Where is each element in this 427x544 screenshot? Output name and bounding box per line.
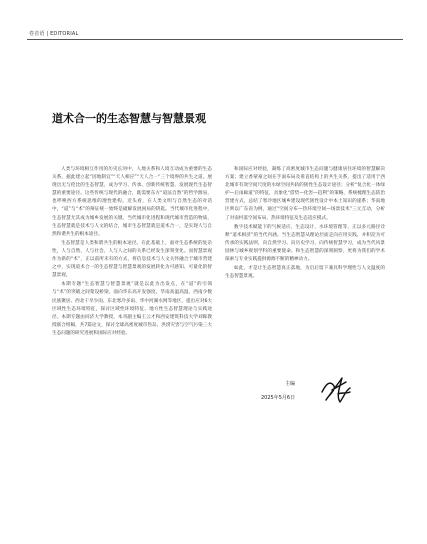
publication-date: 2025年5月6日	[261, 395, 296, 401]
article-column-right	[225, 166, 385, 282]
article-column-left	[52, 166, 212, 339]
paragraph: 数字技术赋能下的气候适应、生态设计、水环境管理等，正以多元路径诠释“道术相济”的当代内涵。当生态智慧从理论层面走向应用实践，并积淀为可传承的实践法则，向自然学习、向历史学习、向传统智慧学习，成为当代风景园林与城乡规划学科的重要使命。和生态智慧的深刻洞察，更将为我们的学术探索与专业实践提供源源不断的精神动力。	[225, 224, 385, 263]
page-title: 道术合一的生态智慧与智慧景观	[52, 112, 206, 125]
header-divider	[27, 39, 403, 40]
signature-block	[261, 370, 385, 410]
paragraph: 生态智慧是人类和谐共生的根本途径。在此基础上，面对生态系统的复杂性，人与自然、人与社会、人与人之间的关系已经发生深刻变化。而智慧景观作为新的“术”，正以前所未有的方式，将信息技术与人文关怀融合于城市营建之中，实现道术合一的生态智慧与智慧景观的发展转化为可感知、可量化的智慧景观。	[52, 240, 212, 279]
paragraph: 本期专题“生态智慧与智慧景观”就是以此为出发点，在“道”的引领与“术”的突破之间架设桥梁。面向华东高开发强度、华南高温高湿、西南少数民族聚居、西北干旱少雨、东北寒冷多雨、华中河湖水网等地区，提出应对6大区域性生态环境特征，探讨区域性环境特征、地方性生态智慧理论与实践途径。本期专题由同济大学教授、本刊副主编王云才和西安建筑科技大学刘晖教授联合组稿，共7篇论文，探讨全球高密度城市热岛、洪涝灾害与空气污染三大生态问题的研究进展和国际应对经验。	[52, 282, 212, 336]
paragraph: 如此，才是让生态智慧真正落地，为启后留下兼具科学理性与人文温度的生态智慧景观。	[225, 266, 385, 280]
handwritten-signature	[316, 370, 356, 410]
section-label: 卷首语 | EDITORIAL	[29, 31, 79, 37]
paragraph: 和国际应对经验，凝练了高密度城市生态问题与健康居住环境的智慧解决方案；建立香蒙豪之间在手面布局及垂直结构上的共生关系，提出了适用于西北城市有效空间尺度的水绿空间共轨的韧性生态设计途径；分析“复合化一体绿护—后雨廊道”的特征，具象化“借势—化害—趋利”的策略，系统梳理生态防治营建方式，总结了寒冷地区城乡建设现代韧性设计中本土知识的递系；华南地区则以广东省为例，通过“空间分布—热环境空间—场景技术”三元互动，分析了对南村落空间布局、热环境特征及生态适应模式。	[225, 167, 385, 221]
author-title: 主编	[285, 381, 296, 387]
paragraph: 人类与环境相互作用的历史长河中，人地关系和人境互动成为重要的生态关系。据此建立起“因地制宜”“天人相应”“天人合一”三个境界的共生之道。展现出无与伦比的生态智慧，成为学习、传承、创新传统智慧，发展现代生态智慧的重要途径。这些传统与现代的融合，既需要东方“道法自然”的哲学源泉，也呼唤西方系统思维的理性建构。近头看，在人类文明与自然生态的对话中，“道”与“术”的辩证统一始终是破解发展困局的钥匙。当代城市化进程中，生态智慧尤其成为城乡发展的关键。当代城市化进程和现代城市营造的物质，生态智慧就是技术与人文的结合，城市生态智慧就是道术合一，是实现人与自然和谐共生的根本途径。	[52, 167, 212, 237]
